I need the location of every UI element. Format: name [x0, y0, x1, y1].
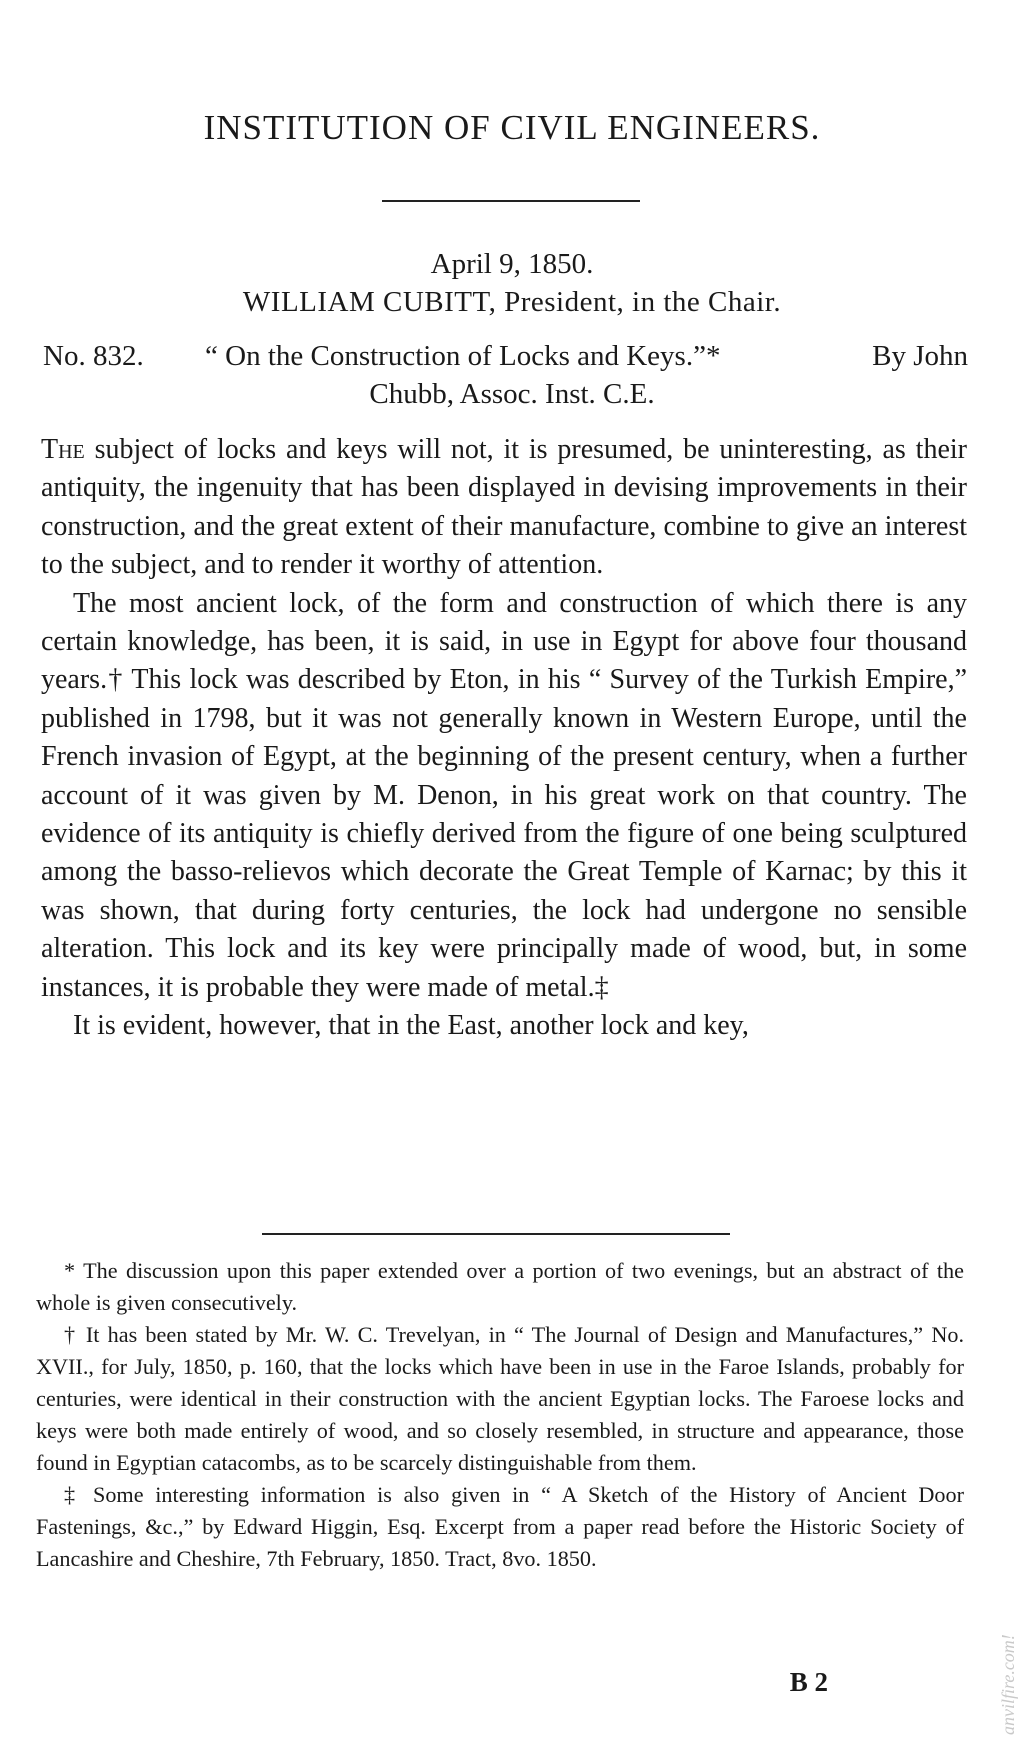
footnote-star: * The discussion upon this paper extended over a portion of two evenings, but an abstract of the whole is given consecutively.: [36, 1258, 964, 1315]
paragraph-1: [41, 431, 967, 585]
footnotes: [36, 1255, 964, 1575]
paragraph-3: It is evident, however, that in the East, another lock and key,: [73, 1010, 749, 1042]
body-text: [41, 431, 967, 1046]
paragraph-1-text: subject of locks and keys will not, it is presumed, be uninteresting, as their antiquity, the ingenuity that has been displayed in devising improvements in their construction, and the great extent of their manufacture, combine to give an interest to the subject, and to render it worthy of attention.: [41, 434, 967, 581]
signature-mark: B 2: [789, 1667, 828, 1697]
paragraph-2: The most ancient lock, of the form and construction of which there is any certain knowledge, has been, it is said, in use in Egypt for above four thousand years.† This lock was described by Eton, in his “ Survey of the Turkish Empire,” published in 1798, but it was not generally known in Western Europe, until the French invasion of Egypt, at the beginning of the present century, when a further account of it was given by M. Denon, in his great work on that country. The evidence of its antiquity is chiefly derived from the figure of one being sculptured among the basso-relievos which decorate the Great Temple of Karnac; by this it was shown, that during forty centuries, the lock had undergone no sensible alteration. This lock and its key were principally made of wood, but, in some instances, it is probable they were made of metal.‡: [41, 587, 967, 1003]
page-title: INSTITUTION OF CIVIL ENGINEERS.: [203, 108, 821, 147]
footnote-divider: [262, 1233, 730, 1235]
paper-number: No. 832.: [43, 340, 144, 372]
paper-title: “ On the Construction of Locks and Keys.”*: [205, 340, 721, 372]
watermark: anvilfire.com!: [998, 1634, 1018, 1735]
meeting-date: April 9, 1850.: [430, 248, 594, 280]
paper-author: By John: [872, 340, 968, 372]
footnote-dagger: † It has been stated by Mr. W. C. Trevelyan, in “ The Journal of Design and Manufactures,” No. XVII., for July, 1850, p. 160, that the locks which have been in use in the Faroe Islands, probably for centuries, were identical in their construction with the ancient Egyptian locks. The Faroese locks and keys were both made entirely of wood, and so closely resembled, in structure and appearance, those found in Egyptian catacombs, as to be scarcely distinguishable from them.: [36, 1322, 964, 1475]
meeting-chair: WILLIAM CUBITT, President, in the Chair.: [242, 286, 782, 318]
paragraph-1-lead: The: [41, 434, 85, 465]
footnote-double-dagger: ‡ Some interesting information is also given in “ A Sketch of the History of Ancient Door Fastenings, &c.,” by Edward Higgin, Esq. Excerpt from a paper read before the Historic Society of Lancashire and Cheshire, 7th February, 1850. Tract, 8vo. 1850.: [36, 1482, 964, 1571]
paper-affiliation: Chubb, Assoc. Inst. C.E.: [369, 378, 655, 410]
title-divider: [382, 200, 640, 202]
